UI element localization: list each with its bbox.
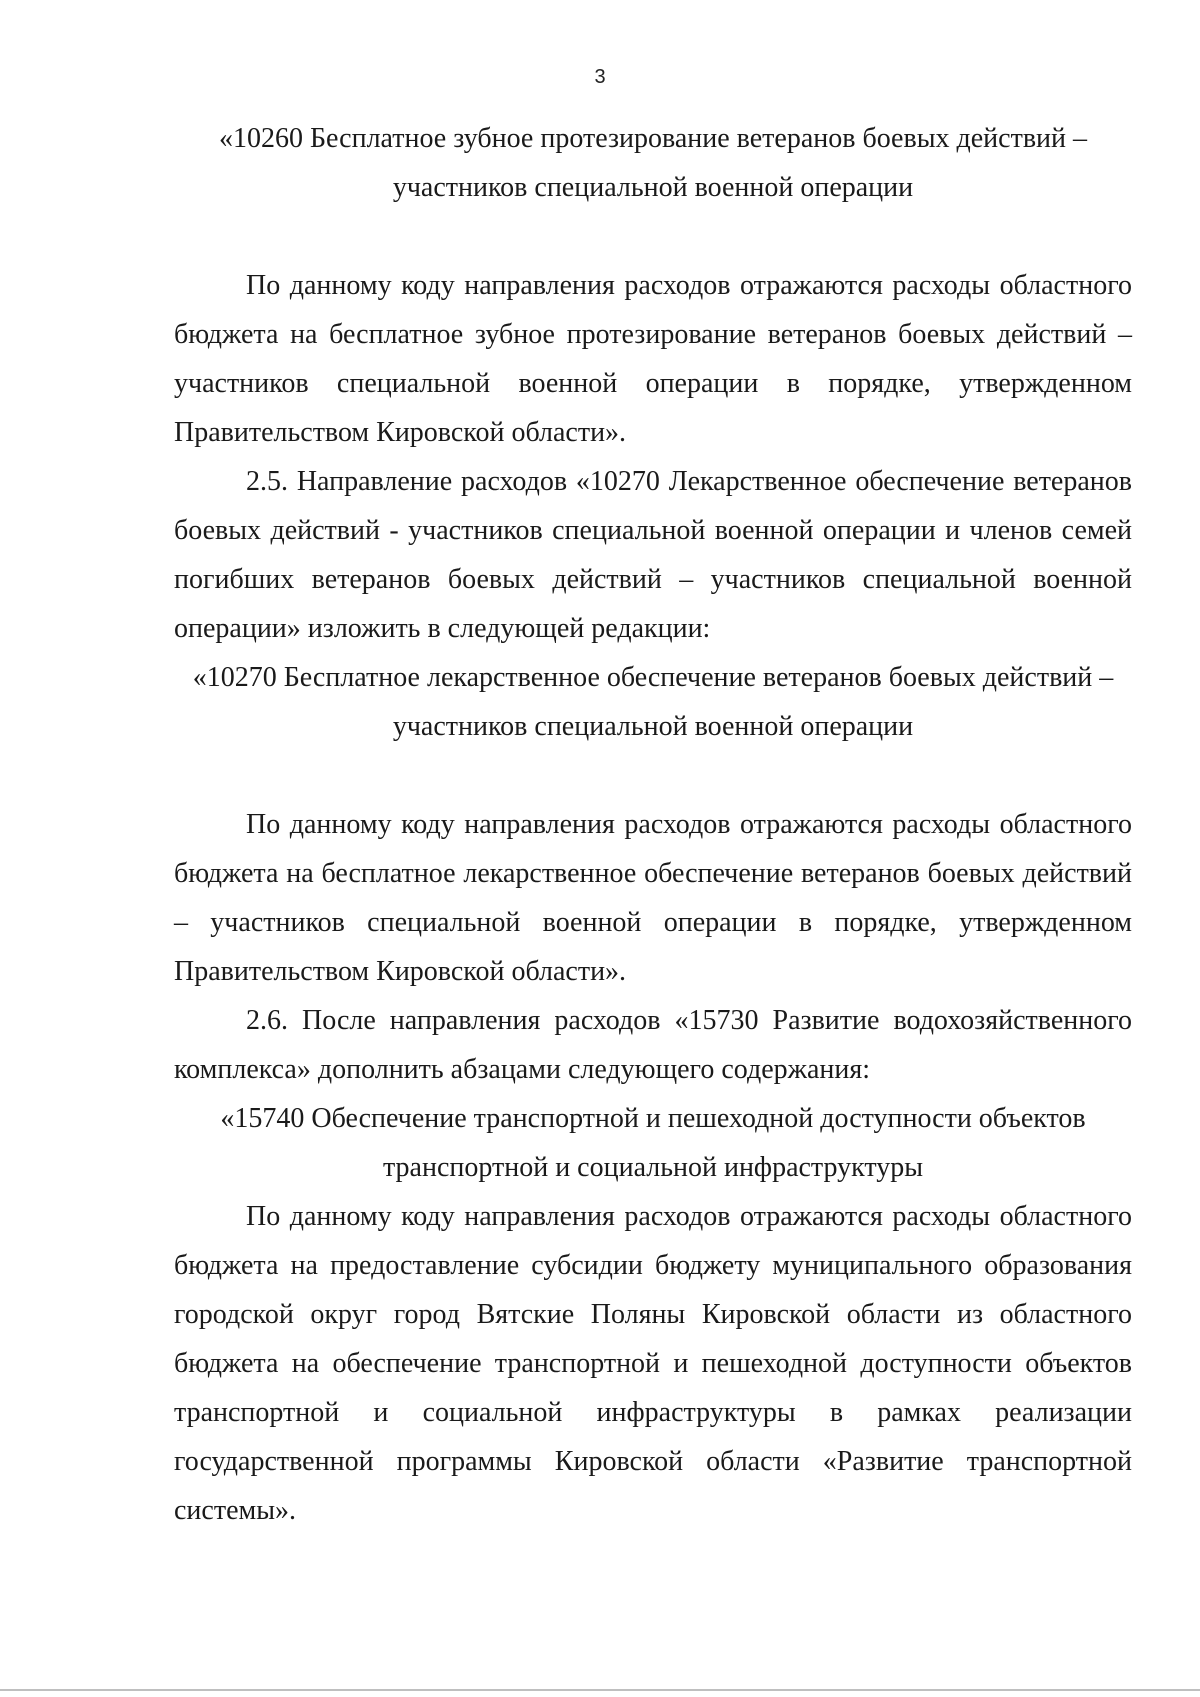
page-number: 3 — [594, 66, 606, 88]
document-body — [174, 114, 1132, 1535]
section-heading-10260-line-2: участников специальной военной операции — [392, 172, 914, 203]
section-heading-15740-line-2: транспортной и социальной инфраструктуры — [382, 1152, 924, 1183]
scan-bottom-edge — [0, 1689, 1200, 1691]
paragraph-10270-description: По данному коду направления расходов отражаются расходы областного бюджета на бесплатное лекарственное обеспечение ветеранов боевых действий – участников специальной военной операции в порядке, утвержденном Правительством Кировской области». — [174, 809, 1132, 987]
paragraph-2-5-amendment: 2.5. Направление расходов «10270 Лекарственное обеспечение ветеранов боевых действий - участников специальной военной операции и членов семей погибших ветеранов боевых действий – участников специальной военной операции» изложить в следующей редакции: — [174, 466, 1132, 644]
section-heading-10270-line-1: «10270 Бесплатное лекарственное обеспечение ветеранов боевых действий – — [192, 662, 1114, 693]
paragraph-2-6-amendment: 2.6. После направления расходов «15730 Развитие водохозяйственного комплекса» дополнить абзацами следующего содержания: — [174, 1005, 1132, 1085]
paragraph-10260-description: По данному коду направления расходов отражаются расходы областного бюджета на бесплатное зубное протезирование ветеранов боевых действий – участников специальной военной операции в порядке, утвержденном Правительством Кировской области». — [174, 270, 1132, 448]
section-heading-15740-line-1: «15740 Обеспечение транспортной и пешеходной доступности объектов — [220, 1103, 1086, 1134]
section-heading-10260-line-1: «10260 Бесплатное зубное протезирование ветеранов боевых действий – — [218, 123, 1088, 154]
paragraph-15740-description: По данному коду направления расходов отражаются расходы областного бюджета на предоставление субсидии бюджету муниципального образования городской округ город Вятские Поляны Кировской области из областного бюджета на обеспечение транспортной и пешеходной доступности объектов транспортной и социальной инфраструктуры в рамках реализации государственной программы Кировской области «Развитие транспортной системы». — [174, 1201, 1132, 1526]
section-heading-10270-line-2: участников специальной военной операции — [392, 711, 914, 742]
